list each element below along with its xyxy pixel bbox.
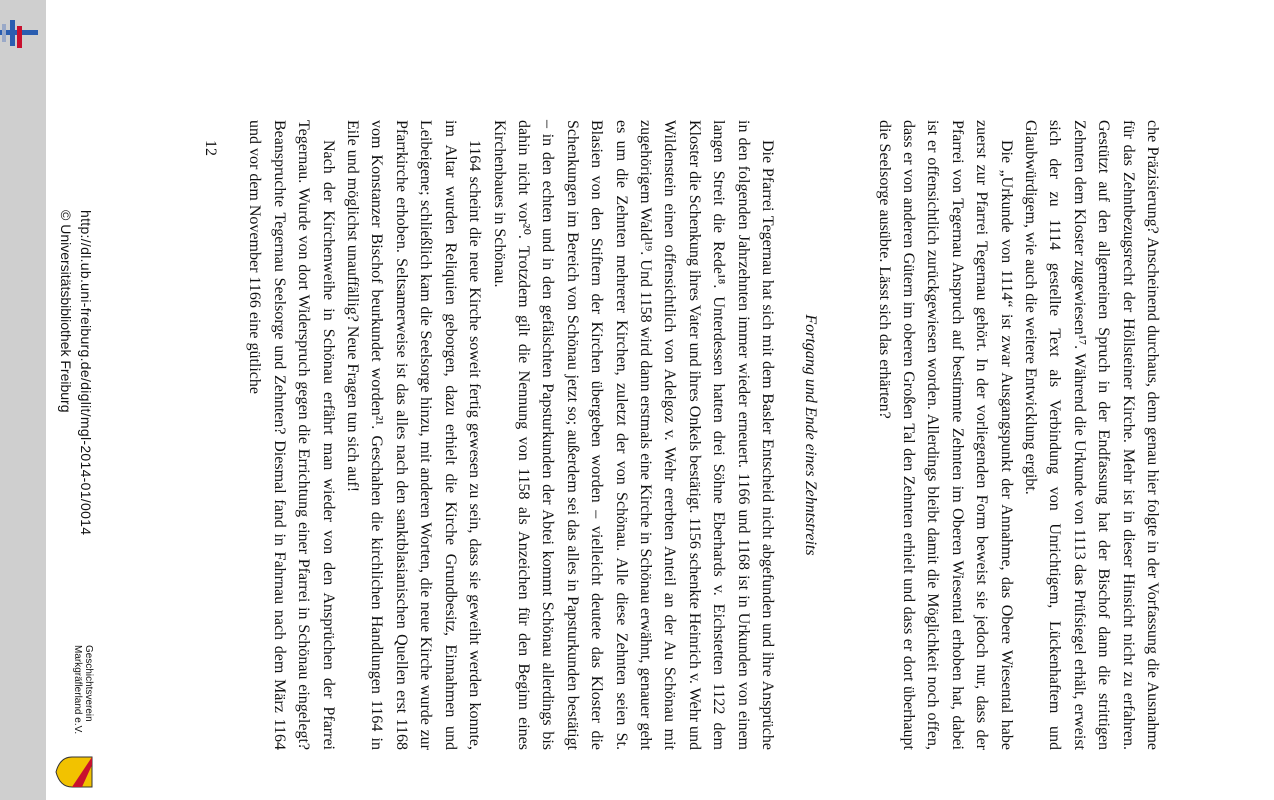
paragraph: Die Pfarrei Tegernau hat sich mit dem Basler Entscheid nicht abgefunden und ihre Ansprüche in den folgenden Jahrzehnten immer wieder erneuert. 1166 und 1168 ist in Urkunden von einem langen Streit die Rede¹⁸. Unterdessen hatten drei Söhne Eberhards v. Eichstetten 1122 dem Kloster die Schenkung ihres Vater und ihres Onkels bestätigt. 1156 schenkte Heinrich v. Wehr und Wildenstein einen offensichtlich von Adelgoz v. Wehr ererbten Anteil an der Au Schönau mit zugehörigem Wald¹⁹. Und 1158 wird dann erstmals eine Kirche in Schönau erwähnt, genauer geht es um die Zehnten mehrerer Kirchen, zuletzt der von Schönau. Alle diese Zehnten seien St. Blasien von den Stiftern der Kirchen übergeben worden – vielleicht deutete das Kloster die Schenkungen im Bereich von Schönau jetzt so; außerdem sei das alles in Papsturkunden bestätigt – in den echten und in den gefälschten Papsturkunden der Abtei kommt Schönau allerdings bis dahin nicht vor²⁰. Trotzdem gilt die Nennung von 1158 als Anzeichen für den Beginn eines Kirchenbaues in Schönau. xyxy=(490,120,776,750)
document-page xyxy=(46,0,1274,800)
coat-of-arms-icon xyxy=(54,755,94,789)
paragraph: Die „Urkunde von 1114“ ist zwar Ausgangspunkt der Annahme, das Obere Wiesental habe zuerst zur Pfarrei Tegernau gehört. In der vorliegenden Form beweist sie jedoch nur, dass der Pfarrei von Tegernau Anspruch auf bestimmte Zehnten im Oberen Wiesental erhoben hat, dabei ist er offensichtlich zurückgewiesen worden. Allerdings bleibt damit die Möglichkeit noch offen, dass er von anderen Gütern im oberen Großen Tal den Zehnten erhielt und dass er dort überhaupt die Seelsorge ausübte. Lässt sich das erhärten? xyxy=(875,120,1015,750)
paragraph: Nach der Kirchenweihe in Schönau erfährt man wieder von den Ansprüchen der Pfarrei Tegernau. Wurde von dort Widerspruch gegen die Errichtung einer Pfarrei in Schönau eingelegt? Beanspruchte Tegernau Seelsorge und Zehnten? Diesmal fand in Fahrnau nach dem März 1164 und vor dem November 1166 eine gütliche xyxy=(246,120,337,750)
paragraph: 1164 scheint die neue Kirche soweit fertig gewesen zu sein, dass sie geweiht werden konnte, im Altar wurden Reliquien geborgen, dazu erhielt die Kirche Grundbesitz, Einnahmen und Leibeigene; schließlich kam die Seelsorge hinzu, mit anderen Worten, die neue Kirche wurde zur Pfarrkirche erhoben. Seltsamerweise ist das alles nach den sanktblasianischen Quellen erst 1168 vom Konstanzer Bischof beurkundet worden²¹. Geschahen die kirchlichen Handlungen 1164 in Eile und möglichst unauffällig? Neue Fragen tun sich auf! xyxy=(344,120,484,750)
text-block-top xyxy=(871,120,1164,750)
page-number: 12 xyxy=(202,140,219,156)
viewer-left-margin xyxy=(0,0,46,800)
footer-url[interactable]: http://dl.ub.uni-freiburg.de/diglit/mgl-2014-01/0014 xyxy=(78,210,94,536)
paragraph: che Präzisierung? Anscheinend durchaus, denn genau hier folgte in der Vorfassung die Ausnahme für das Zehntbezugsrecht der Höllsteiner Kirche. Mehr ist in dieser Hinsicht nicht zu erfahren. Gestützt auf den allgemeinen Spruch in der Endfassung hat der Bischof dann die strittigen Zehnten dem Kloster zugewiesen¹⁷. Während die Urkunde von 1113 das Prüfsiegel erhält, erweist sich der zu 1114 gestellte Text als Verbindung von Unrichtigem, Lückenhaftem und Glaubwürdigem, wie auch die weitere Entwicklung ergibt. xyxy=(1021,120,1161,750)
society-label: Geschichtsverein Markgräflerland e.V. xyxy=(72,645,94,735)
text-block-main xyxy=(242,120,779,750)
viewer-logo-icon xyxy=(0,16,40,50)
section-heading: Fortgang und Ende eines Zehntstreits xyxy=(802,314,819,556)
footer-copyright: © Universitätsbibliothek Freiburg xyxy=(58,210,74,413)
